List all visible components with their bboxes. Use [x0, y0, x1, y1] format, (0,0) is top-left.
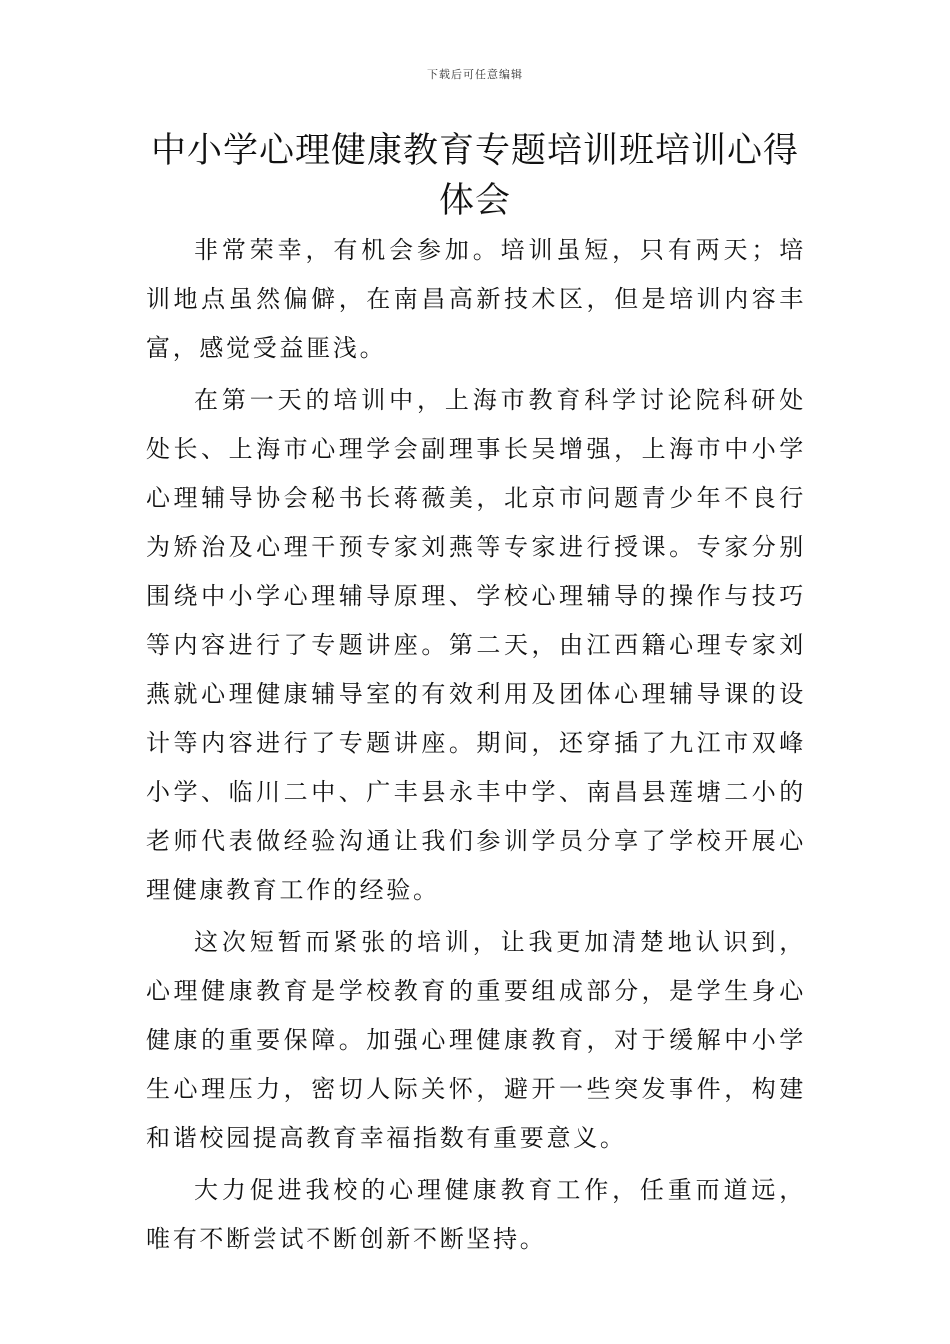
paragraph: 大力促进我校的心理健康教育工作，任重而道远，唯有不断尝试不断创新不断坚持。 — [146, 1176, 806, 1253]
paragraph: 非常荣幸，有机会参加。培训虽短，只有两天；培训地点虽然偏僻，在南昌高新技术区，但是培训内容丰富，感觉受益匪浅。 — [146, 236, 806, 362]
document-title: 中小学心理健康教育专题培训班培训心得体会 — [150, 131, 799, 221]
document-body — [146, 226, 806, 1264]
paragraph: 在第一天的培训中，上海市教育科学讨论院科研处处长、上海市心理学会副理事长吴增强，上海市中小学心理辅导协会秘书长蒋薇美，北京市问题青少年不良行为矫治及心理干预专家刘燕等专家进行授课。专家分别围绕中小学心理辅导原理、学校心理辅导的操作与技巧等内容进行了专题讲座。第二天，由江西籍心理专家刘燕就心理健康辅导室的有效利用及团体心理辅导课的设计等内容进行了专题讲座。期间，还穿插了九江市双峰小学、临川二中、广丰县永丰中学、南昌县莲塘二小的老师代表做经验沟通让我们参训学员分享了学校开展心理健康教育工作的经验。 — [146, 386, 806, 904]
header-note: 下载后可任意编辑 — [427, 68, 523, 81]
paragraph: 这次短暂而紧张的培训，让我更加清楚地认识到，心理健康教育是学校教育的重要组成部分，是学生身心健康的重要保障。加强心理健康教育，对于缓解中小学生心理压力，密切人际关怀，避开一些突发事件，构建和谐校园提高教育幸福指数有重要意义。 — [146, 928, 806, 1152]
